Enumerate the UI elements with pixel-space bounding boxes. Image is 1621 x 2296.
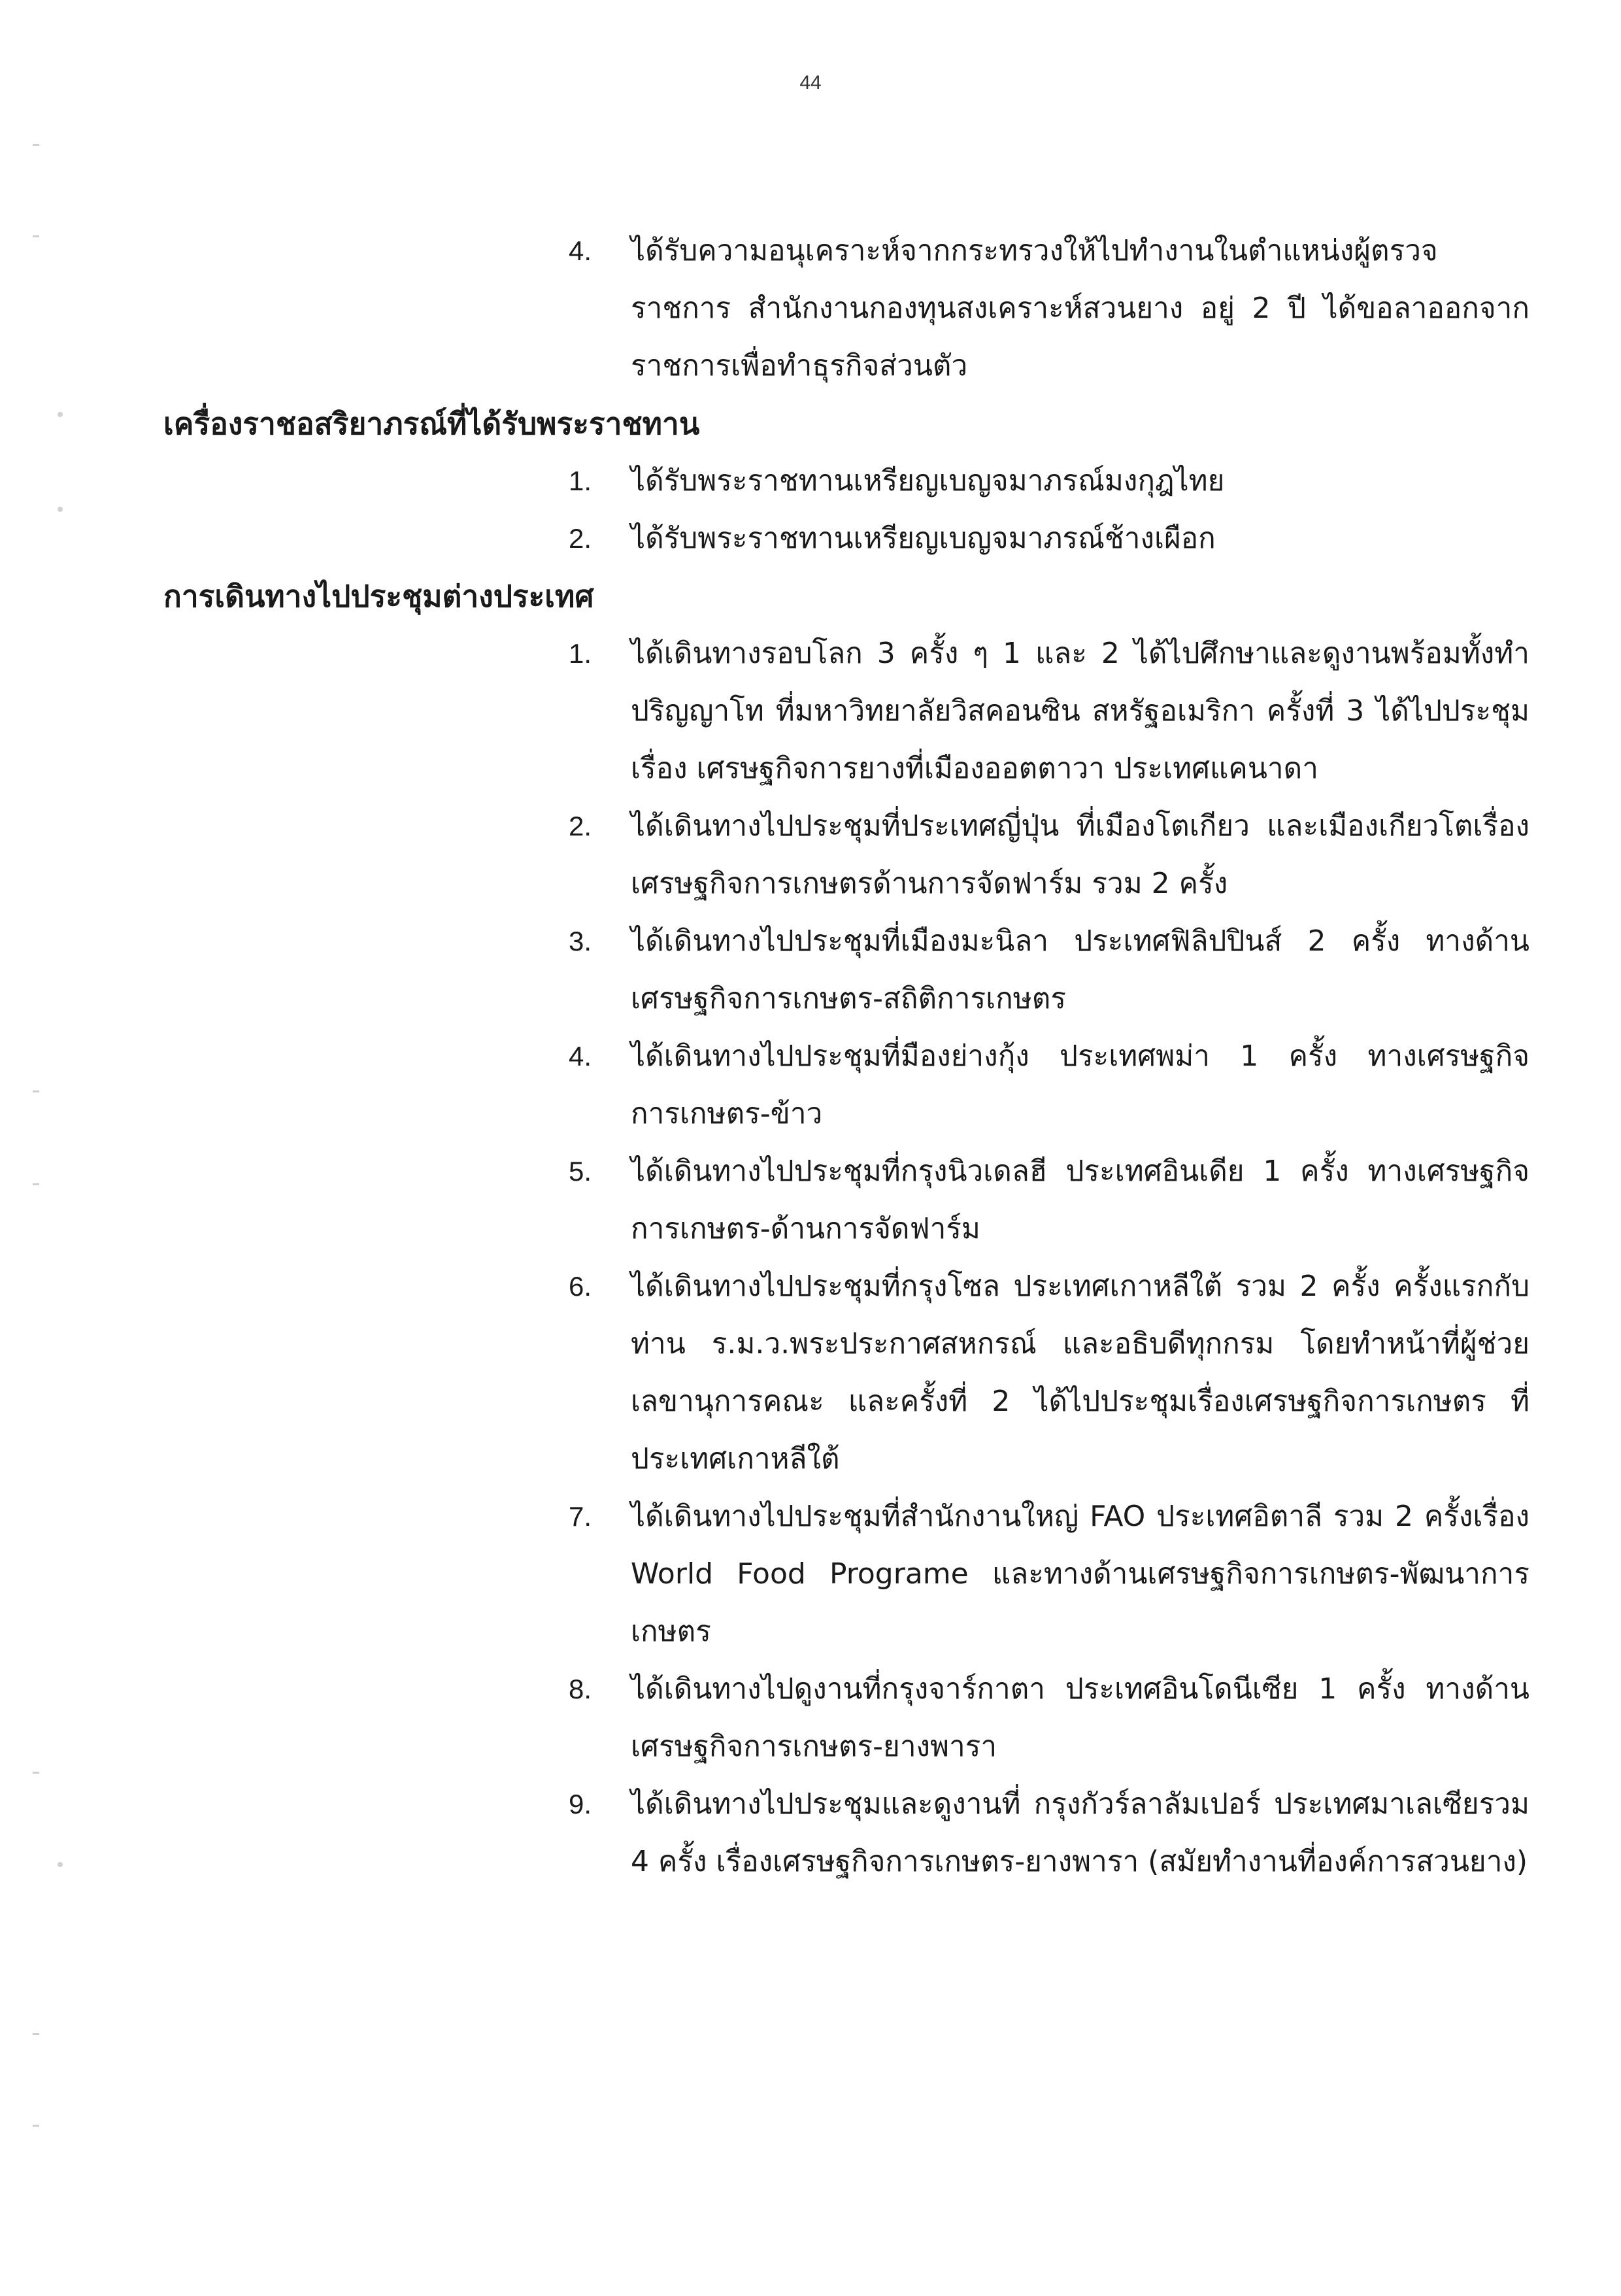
item-number: 2. (569, 523, 592, 554)
scan-dot (58, 507, 63, 512)
intro-list (163, 222, 1529, 395)
list-item (163, 1258, 1529, 1488)
list-item (163, 452, 1529, 510)
item-text: ได้เดินทางไปดูงานที่กรุงจาร์กาตา ประเทศอินโดนีเซีย 1 ครั้ง ทางด้านเศรษฐกิจการเกษตร-ยางพารา (631, 1672, 1529, 1763)
item-text: ได้เดินทางไปประชุมที่เมืองมะนิลา ประเทศฟิลิปปินส์ 2 ครั้ง ทางด้านเศรษฐกิจการเกษตร-สถิติการเกษตร (631, 924, 1529, 1015)
item-text: ได้เดินทางไปประชุมที่มืองย่างกุ้ง ประเทศพม่า 1 ครั้ง ทางเศรษฐกิจการเกษตร-ข้าว (631, 1039, 1529, 1130)
scan-mark (33, 144, 39, 146)
item-number: 9. (569, 1789, 592, 1819)
item-number: 1. (569, 638, 592, 669)
list-item (163, 798, 1529, 913)
item-number: 1. (569, 465, 592, 496)
item-text: ได้เดินทางไปประชุมที่ประเทศญี่ปุ่น ที่เมืองโตเกียว และเมืองเกียวโตเรื่องเศรษฐกิจการเกษตรด้านการจัดฟาร์ม รวม 2 ครั้ง (631, 809, 1529, 900)
list-item (163, 1143, 1529, 1258)
scan-dot (58, 1862, 63, 1867)
item-number: 3. (569, 926, 592, 956)
item-number: 8. (569, 1674, 592, 1704)
list-item (163, 913, 1529, 1028)
item-text: ได้เดินทางไปประชุมที่กรุงโซล ประเทศเกาหลีใต้ รวม 2 ครั้ง ครั้งแรกกับท่าน ร.ม.ว.พระประกาศสหกรณ์ และอธิบดีทุกกรม โดยทำหน้าที่ผู้ช่วยเลขานุการคณะ และครั้งที่ 2 ได้ไปประชุมเรื่องเศรษฐกิจการเกษตร ที่ประเทศเกาหลีใต้ (631, 1270, 1529, 1476)
scan-mark (33, 1772, 39, 1774)
item-text: ได้เดินทางไปประชุมและดูงานที่ กรุงกัวร์ลาลัมเปอร์ ประเทศมาเลเซียรวม 4 ครั้ง เรื่องเศรษฐกิจการเกษตร-ยางพารา (สมัยทำงานที่องค์การสวนยาง) (631, 1787, 1529, 1878)
scan-dot (58, 412, 63, 417)
item-number: 4. (569, 235, 592, 266)
item-text: ได้รับพระราชทานเหรียญเบญจมาภรณ์ช้างเผือก (631, 522, 1216, 555)
item-text: ได้เดินทางรอบโลก 3 ครั้ง ๆ 1 และ 2 ได้ไปศึกษาและดูงานพร้อมทั้งทำปริญญาโท ที่มหาวิทยาลัยวิสคอนซิน สหรัฐอเมริกา ครั้งที่ 3 ได้ไปประชุมเรื่อง เศรษฐกิจการยางที่เมืองออตตาวา ประเทศแคนาดา (631, 637, 1529, 785)
list-item (163, 1488, 1529, 1661)
list-item (163, 1776, 1529, 1891)
page-number: 44 (799, 72, 822, 93)
item-number: 7. (569, 1501, 592, 1532)
list-item (163, 222, 1529, 395)
decorations-heading: เครื่องราชอสริยาภรณ์ที่ได้รับพระราชทาน (163, 406, 700, 441)
scan-mark (33, 2033, 39, 2035)
travel-list (163, 625, 1529, 1891)
scan-mark (33, 1183, 39, 1185)
item-number: 6. (569, 1271, 592, 1302)
list-item (163, 510, 1529, 567)
scan-mark (33, 2125, 39, 2127)
list-item (163, 1028, 1529, 1143)
list-item (163, 625, 1529, 798)
item-text: ได้เดินทางไปประชุมที่กรุงนิวเดลฮี ประเทศอินเดีย 1 ครั้ง ทางเศรษฐกิจการเกษตร-ด้านการจัดฟาร์ม (631, 1155, 1529, 1245)
item-number: 5. (569, 1156, 592, 1187)
item-text: ได้รับความอนุเคราะห์จากกระทรวงให้ไปทำงานในตำแหน่งผู้ตรวจราชการ สำนักงานกองทุนสงเคราะห์สวนยาง อยู่ 2 ปี ได้ขอลาออกจากราชการเพื่อทำธุรกิจส่วนตัว (631, 234, 1529, 382)
item-text: ได้เดินทางไปประชุมที่สำนักงานใหญ่ FAO ประเทศอิตาลี รวม 2 ครั้งเรื่อง World Food Programe และทางด้านเศรษฐกิจการเกษตร-พัฒนาการเกษตร (631, 1500, 1529, 1648)
document-body (163, 222, 1529, 1891)
item-number: 4. (569, 1041, 592, 1072)
decorations-list (163, 452, 1529, 567)
scan-mark (33, 1090, 39, 1092)
item-text: ได้รับพระราชทานเหรียญเบญจมาภรณ์มงกุฎไทย (631, 464, 1225, 498)
item-number: 2. (569, 811, 592, 841)
list-item (163, 1661, 1529, 1776)
travel-heading: การเดินทางไปประชุมต่างประเทศ (163, 579, 594, 614)
scan-mark (33, 235, 39, 237)
